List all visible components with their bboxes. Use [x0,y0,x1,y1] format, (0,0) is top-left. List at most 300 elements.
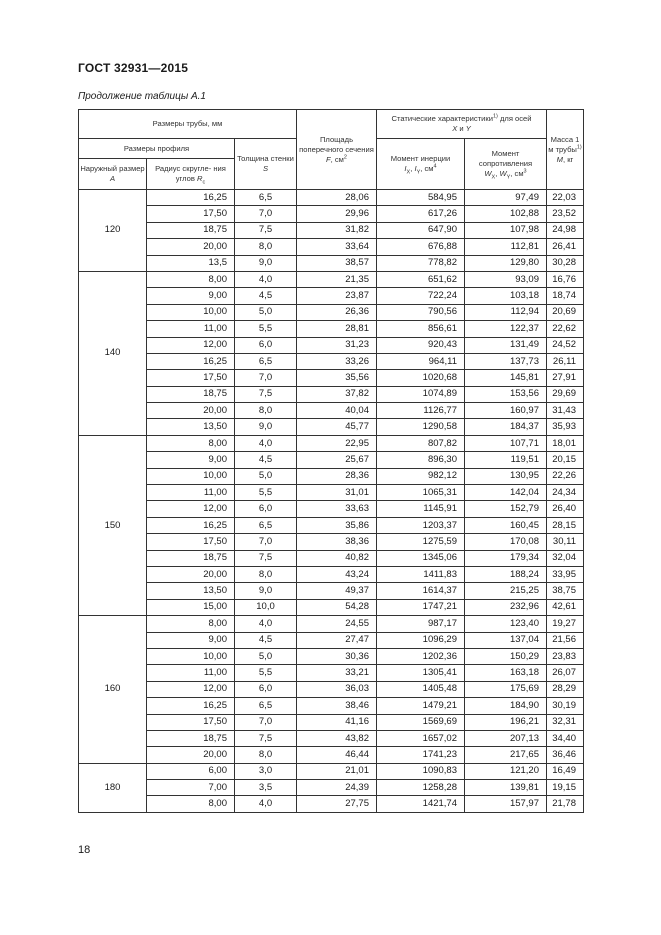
table-row [79,190,584,206]
mass-cell: 18,01 [547,435,584,451]
mass-cell: 19,15 [547,780,584,796]
thickness-cell: 7,0 [235,534,297,550]
thickness-cell: 5,5 [235,321,297,337]
thickness-cell: 7,5 [235,550,297,566]
radius-cell: 11,00 [147,321,235,337]
header-outer-size [79,159,147,190]
radius-cell: 10,00 [147,648,235,664]
header-inertia-unit: , см [420,164,434,173]
header-outer-size-label: Наружный размер [80,164,145,173]
inertia-cell: 1569,69 [377,714,465,730]
table-row [79,419,584,435]
header-area-power: 2 [343,153,347,160]
mass-cell: 42,61 [547,599,584,615]
resistance-cell: 163,18 [465,665,547,681]
inertia-cell: 1074,89 [377,386,465,402]
area-cell: 23,87 [297,288,377,304]
table-row [79,468,584,484]
mass-cell: 34,40 [547,730,584,746]
radius-cell: 6,00 [147,763,235,779]
inertia-cell: 1747,21 [377,599,465,615]
table-row [79,255,584,271]
mass-cell: 20,15 [547,452,584,468]
area-cell: 31,01 [297,485,377,501]
inertia-cell: 1290,58 [377,419,465,435]
area-cell: 27,47 [297,632,377,648]
thickness-cell: 4,0 [235,435,297,451]
thickness-cell: 4,5 [235,288,297,304]
header-resistance-wx-sub: X [491,174,496,181]
header-axis-y: Y [465,124,471,133]
thickness-cell: 8,0 [235,403,297,419]
table-row [79,288,584,304]
inertia-cell: 1202,36 [377,648,465,664]
inertia-cell: 987,17 [377,616,465,632]
table-row [79,370,584,386]
header-resistance-label: Момент сопротивления [478,149,533,168]
radius-cell: 12,00 [147,681,235,697]
mass-cell: 26,40 [547,501,584,517]
mass-cell: 24,98 [547,222,584,238]
inertia-cell: 807,82 [377,435,465,451]
radius-cell: 17,50 [147,534,235,550]
inertia-cell: 1258,28 [377,780,465,796]
inertia-cell: 1741,23 [377,747,465,763]
area-cell: 24,55 [297,616,377,632]
mass-cell: 18,74 [547,288,584,304]
area-cell: 40,04 [297,403,377,419]
inertia-cell: 722,24 [377,288,465,304]
header-outer-size-symbol: A [109,174,116,183]
resistance-cell: 123,40 [465,616,547,632]
mass-cell: 33,95 [547,566,584,582]
table-row [79,337,584,353]
thickness-cell: 6,0 [235,501,297,517]
inertia-cell: 1657,02 [377,730,465,746]
table-row [79,632,584,648]
area-cell: 30,36 [297,648,377,664]
document-title: ГОСТ 32931—2015 [78,61,189,75]
header-radius-symbol: R [197,174,203,183]
table-row [79,485,584,501]
thickness-cell: 7,5 [235,222,297,238]
resistance-cell: 150,29 [465,648,547,664]
table-row [79,239,584,255]
radius-cell: 10,00 [147,304,235,320]
table-row [79,501,584,517]
table-row [79,271,584,287]
inertia-cell: 920,43 [377,337,465,353]
header-area-unit: , см [330,154,344,164]
resistance-cell: 179,34 [465,550,547,566]
mass-cell: 26,11 [547,353,584,369]
resistance-cell: 137,73 [465,353,547,369]
inertia-cell: 1479,21 [377,698,465,714]
area-cell: 49,37 [297,583,377,599]
area-cell: 43,24 [297,566,377,582]
resistance-cell: 93,09 [465,271,547,287]
header-inertia-ix-sub: X [406,169,411,176]
radius-cell: 16,25 [147,353,235,369]
resistance-cell: 103,18 [465,288,547,304]
area-cell: 26,36 [297,304,377,320]
thickness-cell: 6,0 [235,681,297,697]
radius-cell: 9,00 [147,632,235,648]
header-inertia-sep: , [410,164,415,173]
resistance-cell: 196,21 [465,714,547,730]
radius-cell: 17,50 [147,714,235,730]
resistance-cell: 184,37 [465,419,547,435]
table-row [79,616,584,632]
table-row [79,517,584,533]
mass-cell: 36,46 [547,747,584,763]
mass-cell: 24,52 [547,337,584,353]
resistance-cell: 122,37 [465,321,547,337]
area-cell: 21,35 [297,271,377,287]
area-cell: 45,77 [297,419,377,435]
mass-cell: 23,83 [547,648,584,664]
area-cell: 38,46 [297,698,377,714]
page-number: 18 [78,844,91,856]
inertia-cell: 964,11 [377,353,465,369]
thickness-cell: 7,5 [235,386,297,402]
pipe-dimensions-table [78,109,584,813]
inertia-cell: 790,56 [377,304,465,320]
thickness-cell: 5,0 [235,304,297,320]
mass-cell: 31,43 [547,403,584,419]
area-cell: 38,57 [297,255,377,271]
resistance-cell: 131,49 [465,337,547,353]
resistance-cell: 188,24 [465,566,547,582]
outer-size-cell: 120 [79,190,147,272]
radius-cell: 17,50 [147,370,235,386]
resistance-cell: 145,81 [465,370,547,386]
area-cell: 22,95 [297,435,377,451]
area-cell: 21,01 [297,763,377,779]
header-axis-x: X [452,124,458,133]
area-cell: 46,44 [297,747,377,763]
radius-cell: 11,00 [147,665,235,681]
header-resistance-power: 3 [523,168,527,175]
radius-cell: 20,00 [147,239,235,255]
mass-cell: 27,91 [547,370,584,386]
table-row [79,386,584,402]
resistance-cell: 130,95 [465,468,547,484]
radius-cell: 8,00 [147,271,235,287]
table-row [79,681,584,697]
mass-cell: 22,62 [547,321,584,337]
area-cell: 24,39 [297,780,377,796]
mass-cell: 21,56 [547,632,584,648]
inertia-cell: 651,62 [377,271,465,287]
table-row [79,780,584,796]
outer-size-cell: 150 [79,435,147,615]
inertia-cell: 1065,31 [377,485,465,501]
radius-cell: 16,25 [147,190,235,206]
inertia-cell: 1126,77 [377,403,465,419]
resistance-cell: 217,65 [465,747,547,763]
area-cell: 31,82 [297,222,377,238]
mass-cell: 29,69 [547,386,584,402]
mass-cell: 28,15 [547,517,584,533]
thickness-cell: 8,0 [235,566,297,582]
thickness-cell: 8,0 [235,239,297,255]
table-row [79,796,584,812]
table-row [79,353,584,369]
radius-cell: 16,25 [147,517,235,533]
table-row [79,403,584,419]
thickness-cell: 10,0 [235,599,297,615]
area-cell: 25,67 [297,452,377,468]
table-row [79,304,584,320]
header-static-footnote: 1) [492,113,498,120]
header-static-chars [377,110,547,139]
header-mass-footnote: 1) [576,143,582,150]
area-cell: 33,26 [297,353,377,369]
inertia-cell: 1305,41 [377,665,465,681]
thickness-cell: 5,5 [235,485,297,501]
mass-cell: 30,28 [547,255,584,271]
thickness-cell: 7,0 [235,206,297,222]
thickness-cell: 9,0 [235,255,297,271]
inertia-cell: 856,61 [377,321,465,337]
radius-cell: 9,00 [147,452,235,468]
inertia-cell: 584,95 [377,190,465,206]
header-resistance-wy-sub: Y [506,174,511,181]
header-mass [547,110,584,190]
table-body [79,190,584,813]
table-row [79,763,584,779]
thickness-cell: 7,0 [235,370,297,386]
radius-cell: 13,5 [147,255,235,271]
table-row [79,534,584,550]
header-mass-label: Масса 1 м трубы [548,134,580,154]
area-cell: 28,81 [297,321,377,337]
radius-cell: 9,00 [147,288,235,304]
table-row [79,698,584,714]
area-cell: 54,28 [297,599,377,615]
inertia-cell: 1345,06 [377,550,465,566]
radius-cell: 15,00 [147,599,235,615]
resistance-cell: 207,13 [465,730,547,746]
resistance-cell: 119,51 [465,452,547,468]
resistance-cell: 129,80 [465,255,547,271]
radius-cell: 20,00 [147,747,235,763]
area-cell: 28,06 [297,190,377,206]
resistance-cell: 157,97 [465,796,547,812]
table-row [79,435,584,451]
mass-cell: 22,26 [547,468,584,484]
thickness-cell: 3,5 [235,780,297,796]
mass-cell: 35,93 [547,419,584,435]
mass-cell: 32,04 [547,550,584,566]
area-cell: 41,16 [297,714,377,730]
mass-cell: 30,11 [547,534,584,550]
thickness-cell: 4,0 [235,271,297,287]
area-cell: 36,03 [297,681,377,697]
mass-cell: 30,19 [547,698,584,714]
radius-cell: 12,00 [147,501,235,517]
area-cell: 29,96 [297,206,377,222]
resistance-cell: 184,90 [465,698,547,714]
area-cell: 28,36 [297,468,377,484]
table-row [79,730,584,746]
thickness-cell: 4,0 [235,616,297,632]
radius-cell: 13,50 [147,583,235,599]
area-cell: 35,56 [297,370,377,386]
inertia-cell: 647,90 [377,222,465,238]
outer-size-cell: 180 [79,763,147,812]
resistance-cell: 137,04 [465,632,547,648]
radius-cell: 13,50 [147,419,235,435]
thickness-cell: 4,5 [235,632,297,648]
mass-cell: 21,78 [547,796,584,812]
inertia-cell: 1421,74 [377,796,465,812]
thickness-cell: 4,5 [235,452,297,468]
resistance-cell: 153,56 [465,386,547,402]
header-radius-label: Радиус скругле- ния углов [155,164,226,183]
resistance-cell: 160,45 [465,517,547,533]
table-row [79,714,584,730]
resistance-cell: 121,20 [465,763,547,779]
header-axis-and: и [457,124,466,133]
thickness-cell: 7,5 [235,730,297,746]
header-inertia-iy-sub: Y [416,169,421,176]
area-cell: 37,82 [297,386,377,402]
area-cell: 40,82 [297,550,377,566]
inertia-cell: 1275,59 [377,534,465,550]
header-static-label: Статические характеристики [391,114,493,123]
resistance-cell: 160,97 [465,403,547,419]
thickness-cell: 3,0 [235,763,297,779]
header-area-symbol: F [326,154,331,164]
thickness-cell: 9,0 [235,583,297,599]
header-resistance [465,139,547,190]
radius-cell: 18,75 [147,386,235,402]
area-cell: 43,82 [297,730,377,746]
radius-cell: 18,75 [147,730,235,746]
thickness-cell: 5,0 [235,468,297,484]
inertia-cell: 1145,91 [377,501,465,517]
mass-cell: 16,76 [547,271,584,287]
table-row [79,321,584,337]
radius-cell: 20,00 [147,566,235,582]
radius-cell: 8,00 [147,435,235,451]
resistance-cell: 102,88 [465,206,547,222]
header-thickness [235,139,297,190]
resistance-cell: 170,08 [465,534,547,550]
inertia-cell: 1405,48 [377,681,465,697]
thickness-cell: 8,0 [235,747,297,763]
header-inertia [377,139,465,190]
inertia-cell: 1203,37 [377,517,465,533]
header-thickness-label: Толщина стенки [237,154,294,163]
mass-cell: 19,27 [547,616,584,632]
inertia-cell: 1096,29 [377,632,465,648]
area-cell: 35,86 [297,517,377,533]
resistance-cell: 97,49 [465,190,547,206]
table-row [79,550,584,566]
radius-cell: 12,00 [147,337,235,353]
resistance-cell: 107,98 [465,222,547,238]
table-row [79,599,584,615]
resistance-cell: 112,94 [465,304,547,320]
header-inertia-label: Момент инерции [390,154,451,163]
inertia-cell: 1411,83 [377,566,465,582]
radius-cell: 11,00 [147,485,235,501]
header-radius-sub: c [202,179,206,186]
mass-cell: 26,07 [547,665,584,681]
thickness-cell: 6,5 [235,353,297,369]
header-radius [147,159,235,190]
thickness-cell: 5,5 [235,665,297,681]
resistance-cell: 107,71 [465,435,547,451]
header-mass-symbol: M [556,154,563,164]
mass-cell: 24,34 [547,485,584,501]
thickness-cell: 6,5 [235,517,297,533]
resistance-cell: 112,81 [465,239,547,255]
thickness-cell: 4,0 [235,796,297,812]
table-row [79,747,584,763]
thickness-cell: 6,0 [235,337,297,353]
mass-cell: 22,03 [547,190,584,206]
inertia-cell: 617,26 [377,206,465,222]
table-row [79,583,584,599]
thickness-cell: 7,0 [235,714,297,730]
header-resistance-unit: , см [510,169,524,178]
resistance-cell: 142,04 [465,485,547,501]
area-cell: 38,36 [297,534,377,550]
inertia-cell: 982,12 [377,468,465,484]
inertia-cell: 1020,68 [377,370,465,386]
header-inertia-iy: I [414,164,417,173]
mass-cell: 23,52 [547,206,584,222]
resistance-cell: 139,81 [465,780,547,796]
thickness-cell: 6,5 [235,698,297,714]
area-cell: 31,23 [297,337,377,353]
header-resistance-wy: W [499,169,507,178]
thickness-cell: 9,0 [235,419,297,435]
outer-size-cell: 160 [79,616,147,764]
header-profile-dims: Размеры профиля [79,139,235,159]
header-area [297,110,377,190]
radius-cell: 16,25 [147,698,235,714]
outer-size-cell: 140 [79,271,147,435]
resistance-cell: 152,79 [465,501,547,517]
radius-cell: 10,00 [147,468,235,484]
mass-cell: 38,75 [547,583,584,599]
resistance-cell: 215,25 [465,583,547,599]
header-resistance-wx: W [484,169,492,178]
header-thickness-symbol: S [262,164,269,173]
area-cell: 27,75 [297,796,377,812]
area-cell: 33,63 [297,501,377,517]
radius-cell: 17,50 [147,206,235,222]
header-inertia-power: 4 [433,163,437,170]
mass-cell: 16,49 [547,763,584,779]
table-row [79,665,584,681]
radius-cell: 18,75 [147,550,235,566]
area-cell: 33,64 [297,239,377,255]
radius-cell: 18,75 [147,222,235,238]
table-caption: Продолжение таблицы А.1 [78,91,206,102]
header-mass-unit: , кг [563,154,574,164]
header-pipe-dims: Размеры трубы, мм [79,110,297,139]
thickness-cell: 5,0 [235,648,297,664]
mass-cell: 28,29 [547,681,584,697]
table-row [79,566,584,582]
area-cell: 33,21 [297,665,377,681]
